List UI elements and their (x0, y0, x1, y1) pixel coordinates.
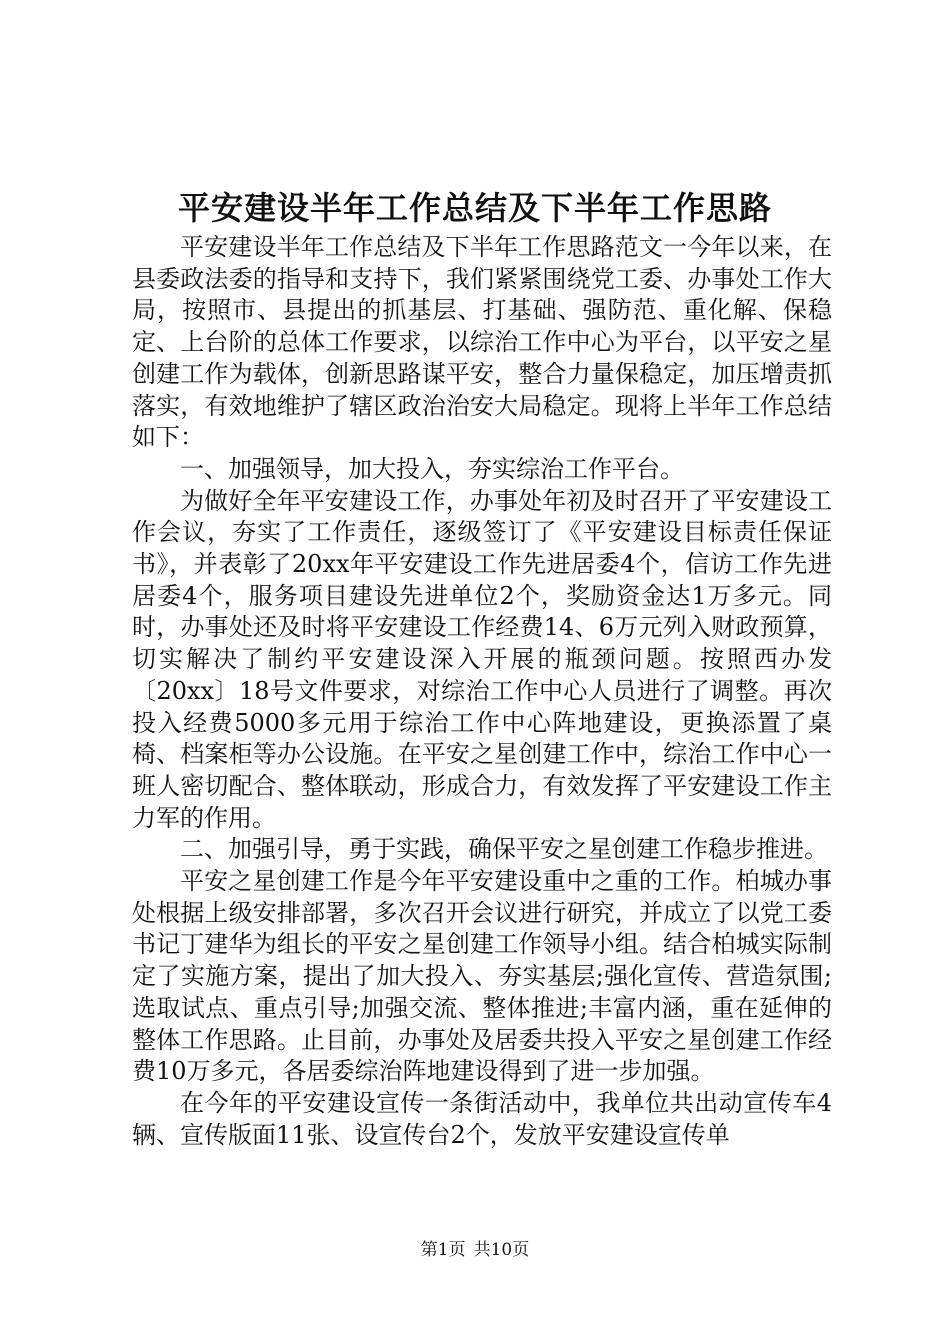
document-title: 平安建设半年工作总结及下半年工作思路 (177, 189, 772, 227)
page-total: 共10页 (473, 1240, 530, 1260)
document-body (132, 232, 832, 1151)
section-heading-1: 一、加强领导，加大投入，夯实综治工作平台。 (180, 454, 684, 483)
paragraph-section-1: 为做好全年平安建设工作，办事处年初及时召开了平安建设工作会议，夯实了工作责任，逐级签订了《平安建设目标责任保证书》，并表彰了20xx年平安建设工作先进居委4个，信访工作先进居委4个，服务项目建设先进单位2个，奖励资金达1万多元。同时，办事处还及时将平安建设工作经费14、6万元列入财政预算，切实解决了制约平安建设深入开展的瓶颈问题。按照西办发〔20xx〕18号文件要求，对综治工作中心人员进行了调整。再次投入经费5000多元用于综治工作中心阵地建设，更换添置了桌椅、档案柜等办公设施。在平安之星创建工作中，综治工作中心一班人密切配合、整体联动，形成合力，有效发挥了平安建设工作主力军的作用。 (132, 486, 832, 832)
paragraph-section-2: 平安之星创建工作是今年平安建设重中之重的工作。柏城办事处根据上级安排部署，多次召开会议进行研究，并成立了以党工委书记丁建华为组长的平安之星创建工作领导小组。结合柏城实际制定了实施方案，提出了加大投入、夯实基层;强化宣传、营造氛围;选取试点、重点引导;加强交流、整体推进;丰富内涵，重在延伸的整体工作思路。止目前，办事处及居委共投入平安之星创建工作经费10万多元，各居委综治阵地建设得到了进一步加强。 (132, 867, 832, 1086)
section-heading-2: 二、加强引导，勇于实践，确保平安之星创建工作稳步推进。 (180, 835, 828, 864)
paragraph-section-2-continued: 在今年的平安建设宣传一条街活动中，我单位共出动宣传车4辆、宣传版面11张、设宣传台2个，发放平安建设宣传单 (132, 1088, 832, 1149)
page-number: 第1页 (420, 1240, 466, 1260)
paragraph-intro: 平安建设半年工作总结及下半年工作思路范文一今年以来，在县委政法委的指导和支持下，我们紧紧围绕党工委、办事处工作大局，按照市、县提出的抓基层、打基础、强防范、重化解、保稳定、上台阶的总体工作要求，以综治工作中心为平台，以平安之星创建工作为载体，创新思路谋平安，整合力量保稳定，加压增责抓落实，有效地维护了辖区政治治安大局稳定。现将上半年工作总结如下： (132, 233, 832, 452)
page-footer (0, 1238, 950, 1262)
